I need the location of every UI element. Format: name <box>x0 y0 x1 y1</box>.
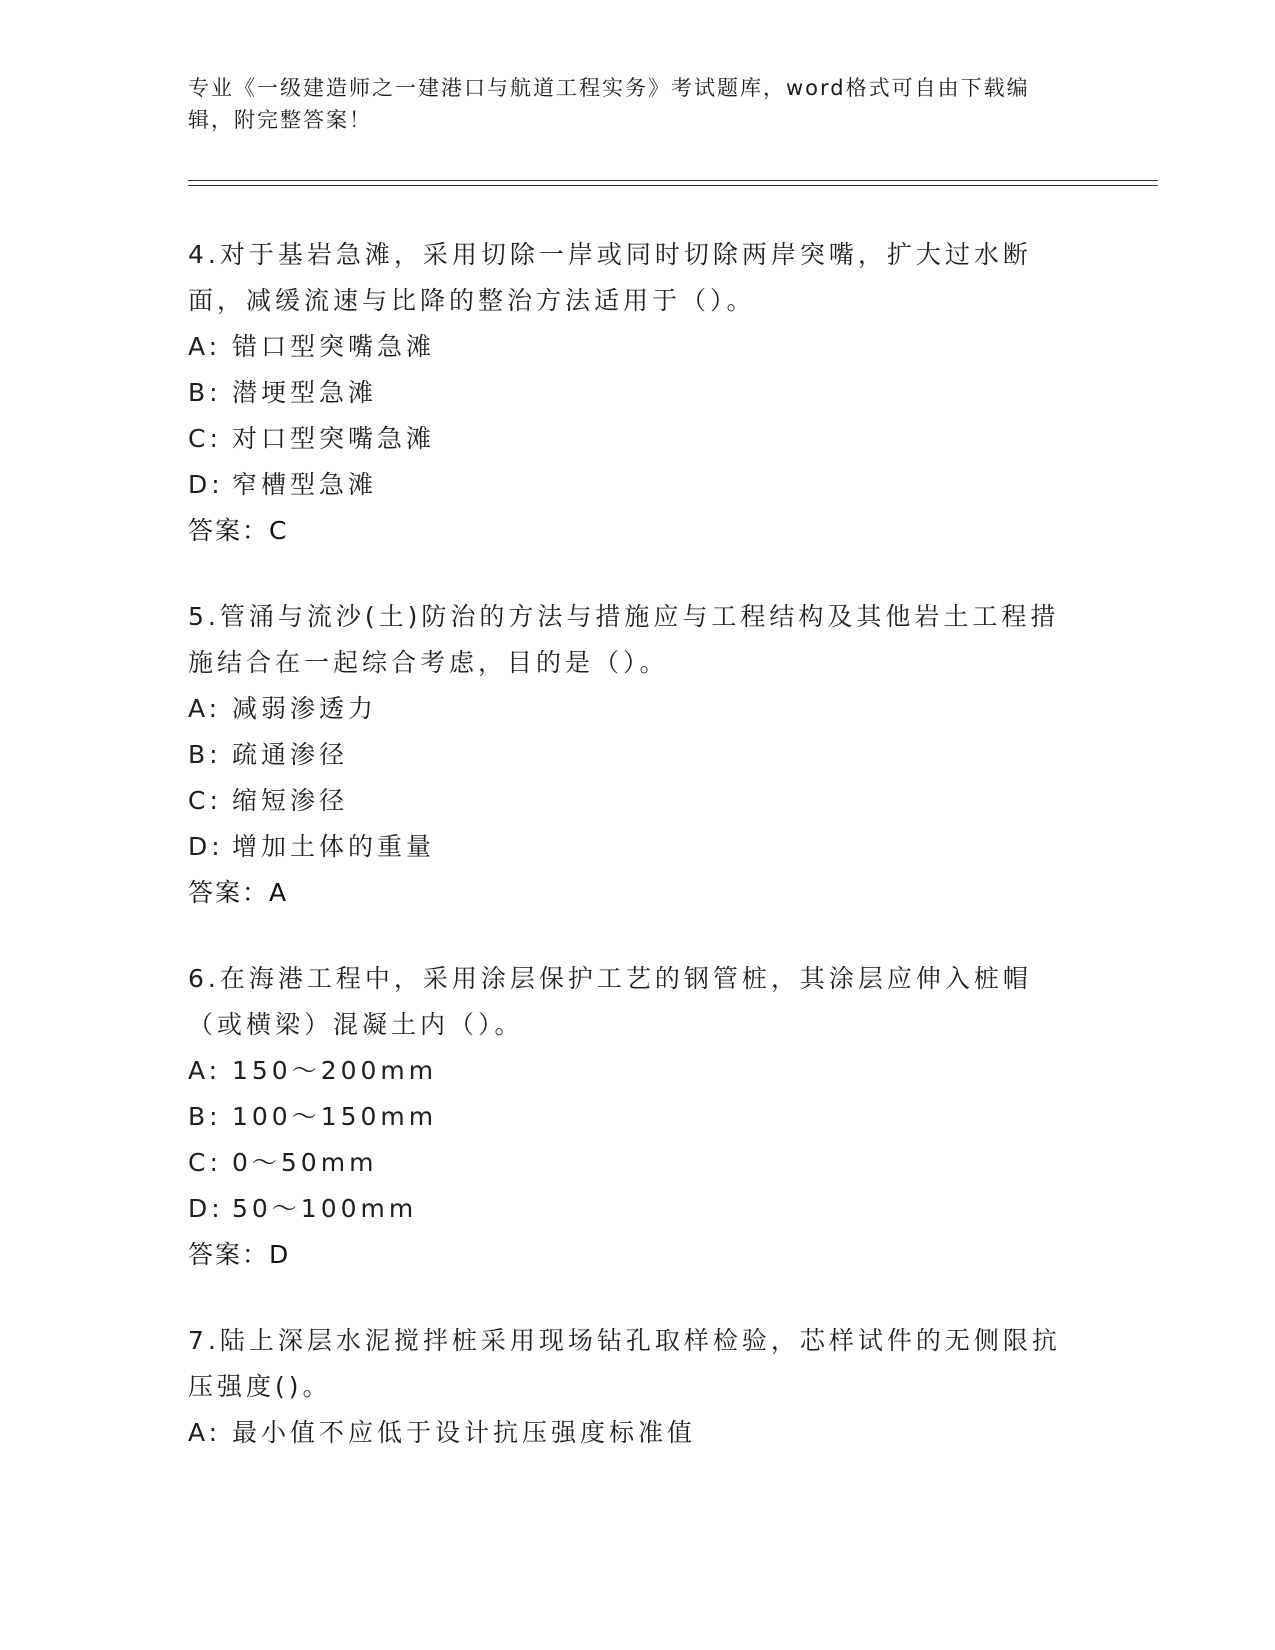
option-a <box>188 1048 1068 1094</box>
option-d <box>188 1186 1068 1232</box>
option-key: D: <box>188 470 224 499</box>
option-b <box>188 370 1068 416</box>
option-text: 减弱渗透力 <box>232 694 378 723</box>
question-4 <box>188 232 1068 554</box>
option-key: B: <box>188 378 222 407</box>
intro-text: 专业《一级建造师之一建港口与航道工程实务》考试题库，word格式可自由下载编辑，附完整答案！ <box>188 76 1030 132</box>
option-a <box>188 324 1068 370</box>
question-5 <box>188 594 1068 916</box>
header-divider-bottom <box>188 185 1158 186</box>
option-key: A: <box>188 694 222 723</box>
option-c <box>188 416 1068 462</box>
option-key: C: <box>188 1148 222 1177</box>
answer-line: 答案：D <box>188 1240 291 1269</box>
question-6 <box>188 956 1068 1278</box>
option-key: D: <box>188 832 224 861</box>
option-text: 150～200mm <box>232 1056 438 1085</box>
answer-line: 答案：C <box>188 516 289 545</box>
option-text: 窄槽型急滩 <box>232 470 378 499</box>
option-text: 50～100mm <box>232 1194 418 1223</box>
option-key: A: <box>188 1056 222 1085</box>
option-key: C: <box>188 786 222 815</box>
option-key: C: <box>188 424 222 453</box>
answer-line: 答案：A <box>188 878 289 907</box>
option-text: 错口型突嘴急滩 <box>232 332 436 361</box>
question-stem: 6.在海港工程中，采用涂层保护工艺的钢管桩，其涂层应伸入桩帽（或横梁）混凝土内（）。 <box>188 964 1032 1039</box>
option-text: 最小值不应低于设计抗压强度标准值 <box>232 1418 697 1447</box>
option-key: B: <box>188 740 222 769</box>
option-b <box>188 732 1068 778</box>
option-text: 疏通渗径 <box>232 740 349 769</box>
option-d <box>188 824 1068 870</box>
option-text: 缩短渗径 <box>232 786 349 815</box>
option-c <box>188 778 1068 824</box>
option-key: A: <box>188 1418 222 1447</box>
header-divider-top <box>188 180 1158 181</box>
option-c <box>188 1140 1068 1186</box>
question-7 <box>188 1318 1068 1456</box>
option-key: A: <box>188 332 222 361</box>
option-b <box>188 1094 1068 1140</box>
option-text: 0～50mm <box>232 1148 378 1177</box>
option-text: 潜埂型急滩 <box>232 378 378 407</box>
document-intro <box>188 72 1068 136</box>
option-key: D: <box>188 1194 224 1223</box>
option-text: 增加土体的重量 <box>232 832 436 861</box>
question-stem: 7.陆上深层水泥搅拌桩采用现场钻孔取样检验，芯样试件的无侧限抗压强度()。 <box>188 1326 1061 1401</box>
option-a <box>188 1410 1068 1456</box>
option-text: 对口型突嘴急滩 <box>232 424 436 453</box>
option-d <box>188 462 1068 508</box>
question-list <box>188 232 1068 1496</box>
question-stem: 4.对于基岩急滩，采用切除一岸或同时切除两岸突嘴，扩大过水断面，减缓流速与比降的整治方法适用于（）。 <box>188 240 1032 315</box>
option-key: B: <box>188 1102 222 1131</box>
option-a <box>188 686 1068 732</box>
question-stem: 5.管涌与流沙(土)防治的方法与措施应与工程结构及其他岩土工程措施结合在一起综合考虑，目的是（）。 <box>188 602 1060 677</box>
option-text: 100～150mm <box>232 1102 438 1131</box>
